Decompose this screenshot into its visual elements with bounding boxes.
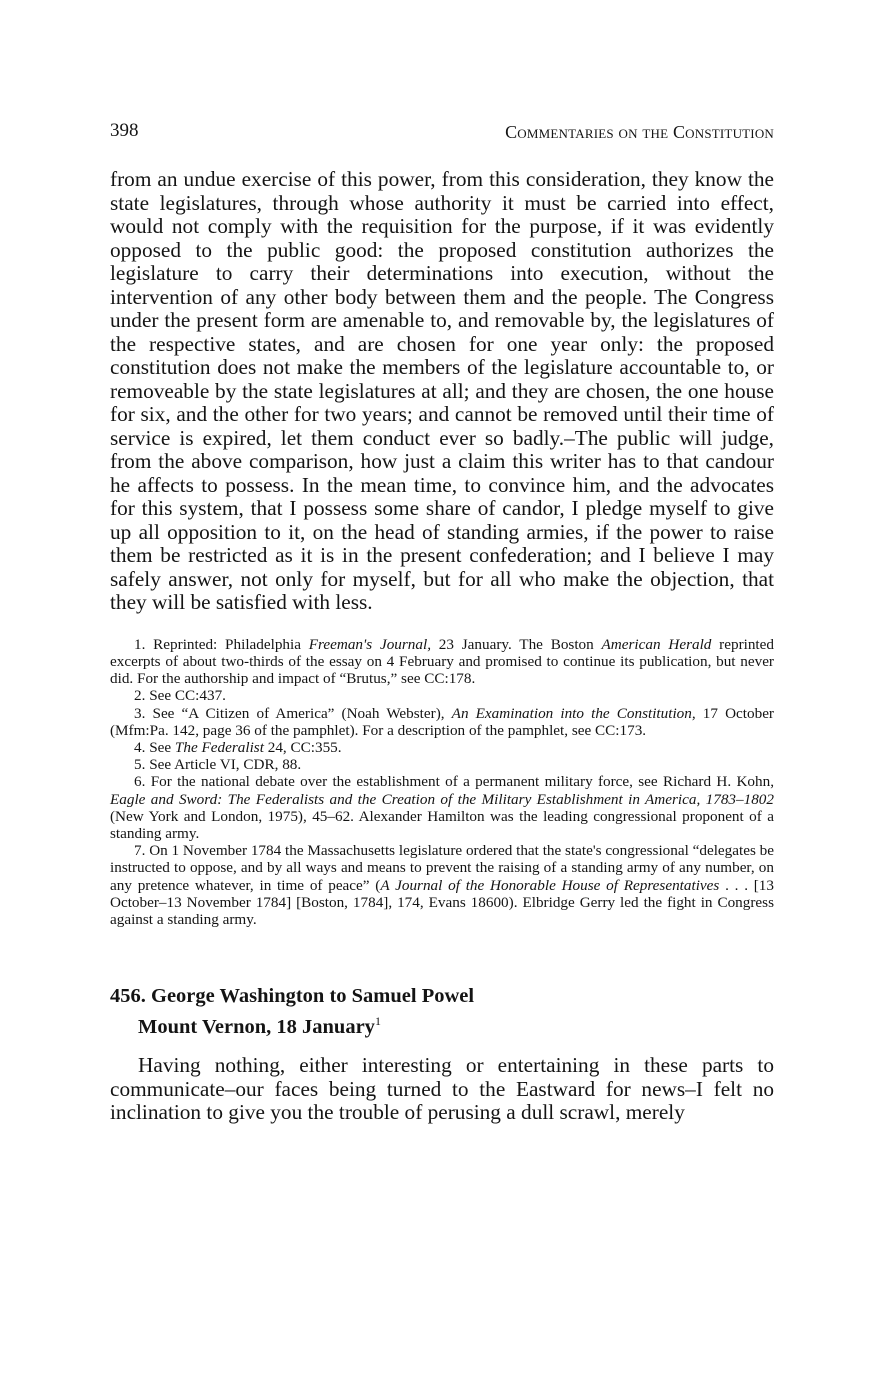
footnote-6: 6. For the national debate over the establishment of a permanent military force, see Richard H. Kohn, Eagle and Sword: The Federalists and the Creation of the Military Establishment in America, 1783–1802 (New York and London, 1975), 45–62. Alexander Hamilton was the leading congressional proponent of a standing army. [110, 773, 774, 843]
running-head [110, 110, 774, 140]
running-title: Commentaries on the Constitution [505, 122, 774, 142]
footnote-5: 5. See Article VI, CDR, 88. [134, 756, 302, 774]
section-heading-title: 456. George Washington to Samuel Powel [110, 985, 475, 1008]
footnote-3: 3. See “A Citizen of America” (Noah Webster), An Examination into the Constitution, 17 October (Mfm:Pa. 142, page 36 of the pamphlet). For a description of the pamphlet, see CC:173. [110, 704, 774, 739]
document-page [110, 110, 774, 1146]
footnotes [110, 636, 774, 928]
footnote-7: 7. On 1 November 1784 the Massachusetts legislature ordered that the state's congressional “delegates be instructed to oppose, and by all ways and means to prevent the raising of a standing army of any number, on any pretence whatever, in time of peace” (A Journal of the Honorable House of Representatives . . . [13 October–13 November 1784] [Boston, 1784], 174, Evans 18600). Elbridge Gerry led the fight in Congress against a standing army. [110, 842, 774, 929]
footnote-4: 4. See The Federalist 24, CC:355. [134, 739, 342, 757]
body-paragraph: from an undue exercise of this power, from this consideration, they know the state legislatures, through whose authority it must be carried into effect, would not comply with the requisition for the purpose, if it was evidently opposed to the public good: the proposed constitution authorizes the legislature to carry their determinations into execution, without the intervention of any other body between them and the people. The Congress under the present form are amenable to, and removable by, the legislatures of the respective states, and are chosen for one year only: the proposed constitution does not make the members of the legislature accountable to, or removeable by the state legislatures at all; and they are chosen, the one house for six, and the other for two years; and cannot be removed until their time of service is expired, let them conduct ever so badly.–The public will judge, from the above comparison, how just a claim this writer has to that candour he affects to possess. In the mean time, to convince him, and the advocates for this system, that I possess some share of candor, I pledge myself to give up all opposition to it, on the head of standing armies, if the power to raise them be restricted as it is in the present confederation; and I believe I may safely answer, not only for myself, but for all who make the objection, that they will be satisfied with less. [110, 167, 774, 614]
footnote-2: 2. See CC:437. [134, 687, 226, 705]
footnote-1: 1. Reprinted: Philadelphia Freeman's Journal, 23 January. The Boston American Herald reprinted excerpts of about two-thirds of the essay on 4 February and promised to continue its publication, but never did. For the authorship and impact of “Brutus,” see CC:178. [110, 635, 774, 688]
letter-paragraph: Having nothing, either interesting or entertaining in these parts to communicate–our faces being turned to the Eastward for news–I felt no inclination to give you the trouble of perusing a dull scrawl, merely [110, 1053, 774, 1125]
footnote-ref: 1 [374, 1014, 381, 1029]
section-heading-dateline: Mount Vernon, 18 January$^1$ [138, 1014, 381, 1039]
page-number: 398 [110, 120, 139, 141]
section-heading [110, 984, 774, 1040]
